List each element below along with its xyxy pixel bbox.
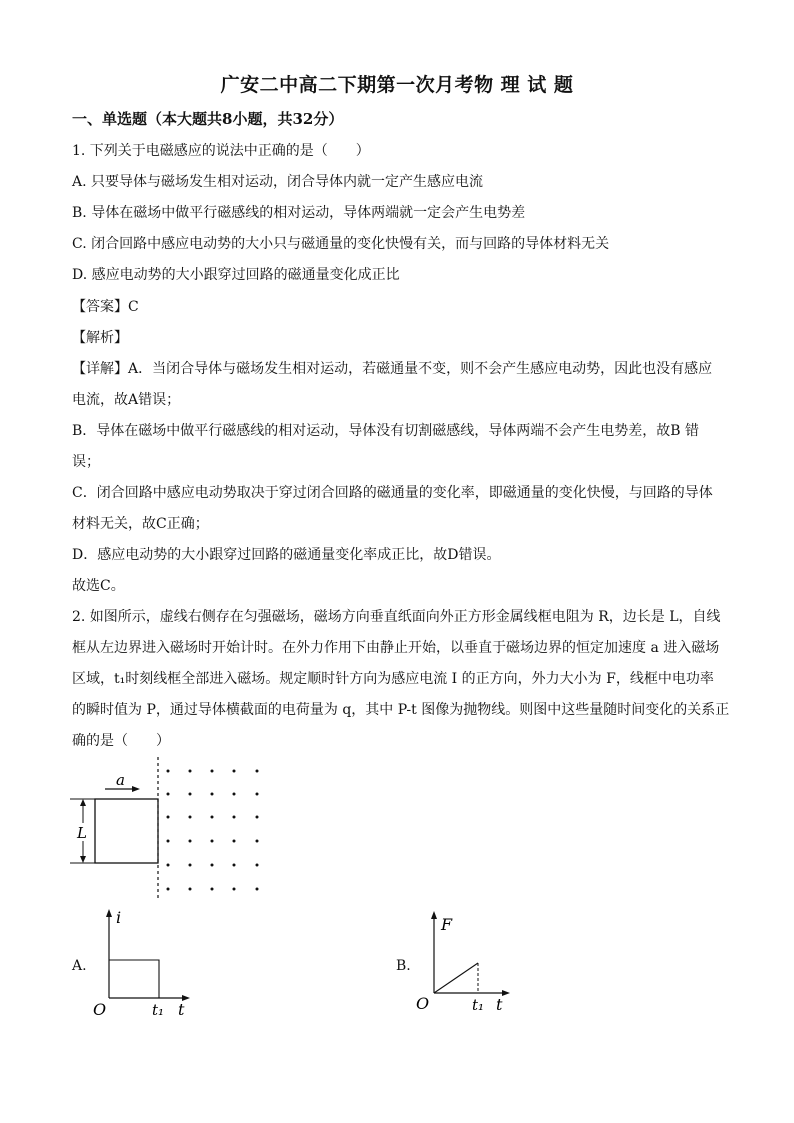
t1-label: t₁	[152, 1001, 165, 1019]
q2-line-4: 的瞬时值为 P，通过导体横截面的电荷量为 q，其中 P-t 图像为抛物线。则图中这些量随时间变化的关系正	[72, 702, 730, 718]
q1-detail-3: B．导体在磁场中做平行磁感线的相对运动，导体没有切割磁感线，导体两端不会产生电势差，故B 错	[72, 423, 700, 439]
q2-line-3: 区域，t₁时刻线框全部进入磁场。规定顺时针方向为感应电流 I 的正方向，外力大小为 F，线框中电功率	[72, 671, 714, 687]
origin-label: O	[93, 1000, 107, 1019]
q1-detail-1: 【详解】A．当闭合导体与磁场发生相对运动，若磁通量不变，则不会产生感应电动势，因此也没有感应	[72, 361, 713, 377]
q1-option-a: A. 只要导体与磁场发生相对运动，闭合导体内就一定产生感应电流	[72, 174, 484, 190]
q1-stem: 1. 下列关于电磁感应的说法中正确的是（ ）	[72, 143, 370, 159]
q1-option-c: C. 闭合回路中感应电动势的大小只与磁通量的变化快慢有关，而与回路的导体材料无关	[72, 236, 610, 252]
y-axis-label: F	[441, 915, 453, 934]
accel-label: a	[116, 771, 125, 789]
magnetic-field-diagram	[60, 755, 290, 905]
x-axis-label: t	[178, 1000, 185, 1019]
q1-analysis: 【解析】	[72, 330, 128, 346]
square-frame	[95, 799, 158, 863]
q1-conclusion: 故选C。	[72, 578, 125, 594]
section-heading: 一、单选题（本大题共8小题，共32分）	[72, 110, 344, 128]
origin-label: O	[416, 994, 430, 1013]
side-label: L	[77, 824, 87, 842]
q1-detail-2: 电流，故A错误；	[72, 392, 181, 408]
option-b-label: B.	[396, 958, 411, 974]
option-b-graph	[412, 905, 522, 1025]
q2-line-1: 2. 如图所示，虚线右侧存在匀强磁场，磁场方向垂直纸面向外正方形金属线框电阻为 R，边长是 L，自线	[72, 609, 721, 625]
q1-detail-4: 误；	[72, 454, 100, 470]
t1-label: t₁	[472, 996, 485, 1014]
q1-detail-5: C．闭合回路中感应电动势取决于穿过闭合回路的磁通量的变化率，即磁通量的变化快慢，与回路的导体	[72, 485, 713, 501]
option-a-graph	[88, 905, 198, 1025]
page-title: 广安二中高二下期第一次月考物 理 试 题	[220, 74, 574, 96]
current-curve	[109, 960, 159, 998]
q2-line-5: 确的是（ ）	[72, 733, 170, 749]
q1-detail-6: 材料无关，故C正确；	[72, 516, 209, 532]
q1-detail-7: D．感应电动势的大小跟穿过回路的磁通量变化率成正比，故D错误。	[72, 547, 501, 563]
x-axis-label: t	[496, 995, 503, 1014]
field-dots	[167, 770, 259, 891]
q1-answer: 【答案】C	[72, 299, 139, 315]
q1-option-d: D. 感应电动势的大小跟穿过回路的磁通量变化成正比	[72, 267, 400, 283]
option-a-label: A.	[72, 958, 87, 974]
q1-option-b: B. 导体在磁场中做平行磁感线的相对运动，导体两端就一定会产生电势差	[72, 205, 526, 221]
q2-line-2: 框从左边界进入磁场时开始计时。在外力作用下由静止开始，以垂直于磁场边界的恒定加速度 a 进入磁场	[72, 640, 720, 656]
y-axis-label: i	[116, 908, 122, 927]
force-curve	[434, 963, 478, 993]
